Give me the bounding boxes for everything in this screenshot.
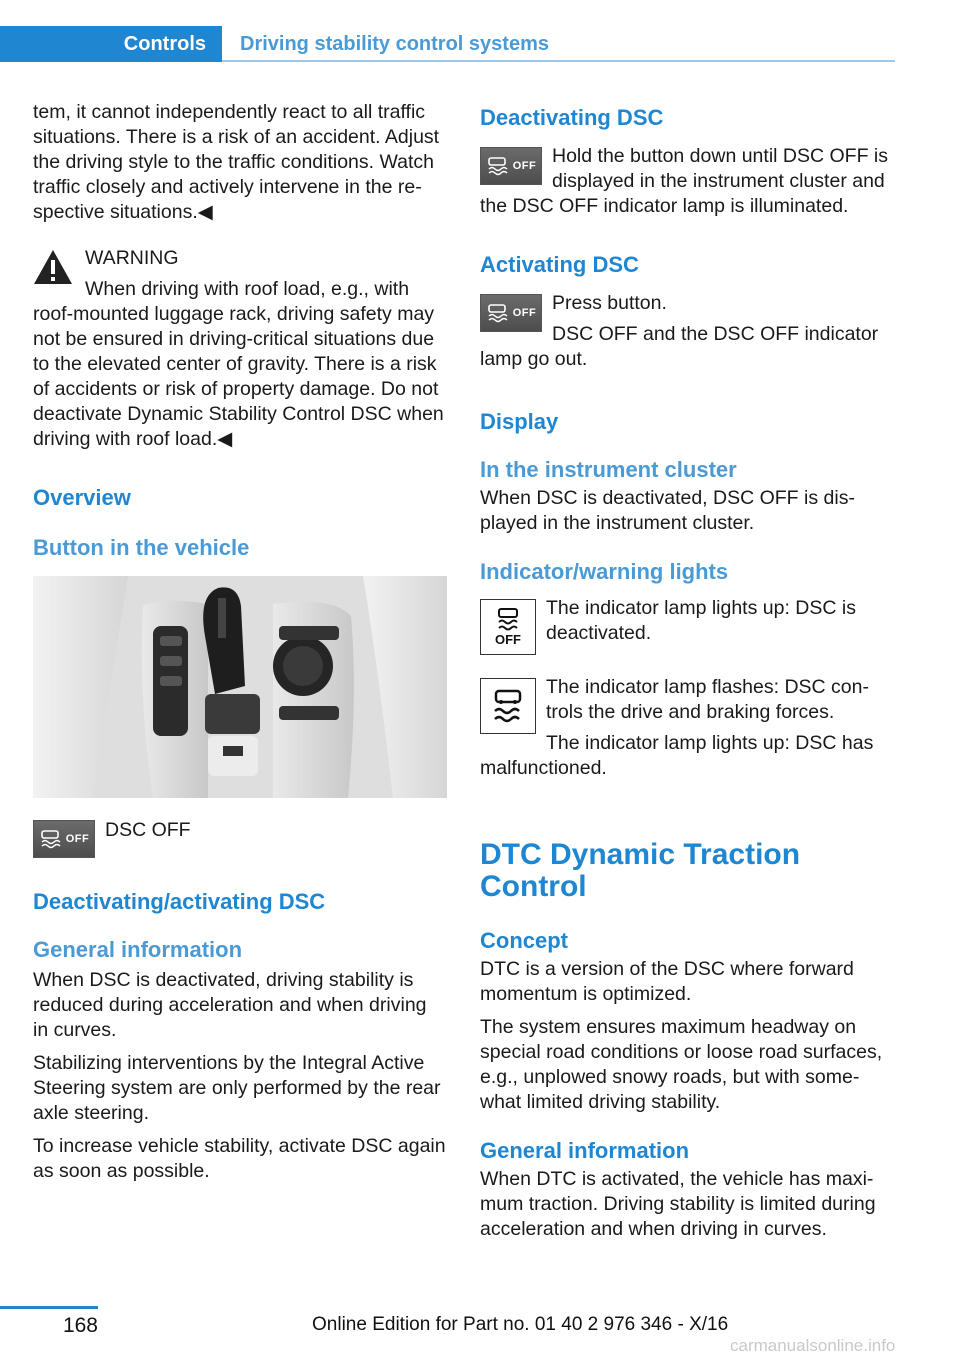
indicator-1-text: The indicator lamp lights up: DSC is deactivated. xyxy=(546,597,856,644)
car-skid-icon xyxy=(489,687,527,725)
general-paragraph-2: Stabilizing interventions by the Integral Active Steering system are only performed by the rear axle steering. xyxy=(33,1052,441,1124)
indicator-row-dsc xyxy=(480,675,892,781)
intro-paragraph: tem, it cannot independently react to all traffic situations. There is a risk of an accident. Adjust the driving style to the traffic conditions. Watch traffic closely and actively intervene in the re‐spective situations.◀ xyxy=(33,101,440,223)
footer-rule xyxy=(0,1306,98,1309)
dsc-off-label: DSC OFF xyxy=(105,819,191,841)
chapter-tab[interactable]: Controls xyxy=(0,26,222,62)
dtc-general-text: When DTC is activated, the vehicle has maxi‐mum traction. Driving stability is limited during acceleration and when driving in curves. xyxy=(480,1168,876,1240)
right-column xyxy=(480,100,892,1242)
indicator-row-off xyxy=(480,596,892,655)
indicator-3-text: The indicator lamp lights up: DSC has malfunctioned. xyxy=(480,732,874,779)
edition-text: Online Edition for Part no. 01 40 2 976 346 - X/16 xyxy=(312,1314,729,1335)
indicator-2-text: The indicator lamp flashes: DSC con‐trols the drive and braking forces. xyxy=(546,676,869,723)
page-number: 168 xyxy=(62,1314,98,1337)
instrument-cluster-heading: In the instrument cluster xyxy=(480,457,737,482)
section-title[interactable]: Driving stability control systems xyxy=(240,33,549,55)
dsc-off-button-icon-small[interactable] xyxy=(480,147,542,185)
general-info-heading: General information xyxy=(33,937,243,962)
button-off-text: OFF xyxy=(512,306,537,319)
warning-text: When driving with roof load, e.g., with roof-mounted luggage rack, driving safety may not be ensured in driving-critical situations due to the elevated center of gravity. There is a risk of accidents or risk of property damage. Do not deactivate Dynamic Stability Control DSC when driving with roof load.◀ xyxy=(33,278,444,450)
dsc-off-button-row xyxy=(33,818,447,858)
car-skid-icon xyxy=(486,303,508,323)
center-console-illustration xyxy=(33,576,447,798)
button-off-text: OFF xyxy=(512,159,537,172)
overview-heading: Overview xyxy=(33,485,131,510)
deactivating-block xyxy=(480,144,892,219)
left-column xyxy=(33,100,447,1184)
activating-paragraph-2: DSC OFF and the DSC OFF indicator lamp go out. xyxy=(480,323,879,370)
general-paragraph-3: To increase vehicle stability, activate DSC again as soon as possible. xyxy=(33,1135,446,1182)
dsc-off-button-icon[interactable] xyxy=(33,820,95,858)
concept-paragraph-1: DTC is a version of the DSC where forward momentum is optimized. xyxy=(480,958,854,1005)
activating-block xyxy=(480,291,892,372)
page-header xyxy=(0,26,895,62)
deact-act-heading: Deactivating/activating DSC xyxy=(33,889,326,914)
warning-title: WARNING xyxy=(85,247,179,269)
dtc-heading: DTC Dynamic Traction Control xyxy=(480,838,801,903)
concept-paragraph-2: The system ensures maximum headway on special road conditions or loose road surfaces, e.g., unplowed snowy roads, but with some‐what limited driving stability. xyxy=(480,1016,883,1113)
indicator-off-text: OFF xyxy=(495,632,521,647)
header-rule xyxy=(222,60,895,62)
activating-dsc-heading: Activating DSC xyxy=(480,252,639,277)
dtc-general-heading: General information xyxy=(480,1138,690,1163)
warning-block xyxy=(33,246,447,452)
deactivating-text: Hold the button down until DSC OFF is displayed in the instrument cluster and the DSC OFF indicator lamp is illuminated. xyxy=(480,145,888,217)
center-console-photo xyxy=(33,576,447,798)
button-in-vehicle-heading: Button in the vehicle xyxy=(33,535,250,560)
button-off-text: OFF xyxy=(65,832,90,845)
dsc-warning-indicator-icon xyxy=(480,678,536,734)
dsc-off-button-icon-activate[interactable] xyxy=(480,294,542,332)
car-skid-icon xyxy=(486,156,508,176)
deactivating-dsc-heading: Deactivating DSC xyxy=(480,105,664,130)
concept-heading: Concept xyxy=(480,928,568,953)
dsc-off-indicator-icon xyxy=(480,599,536,655)
indicator-lights-heading: Indicator/warning lights xyxy=(480,559,729,584)
car-skid-icon xyxy=(493,607,523,633)
warning-triangle-icon xyxy=(33,248,73,286)
display-heading: Display xyxy=(480,409,559,434)
activating-paragraph-1: Press button. xyxy=(552,292,667,314)
car-skid-icon xyxy=(39,829,61,849)
watermark: carmanualsonline.info xyxy=(730,1336,896,1355)
general-paragraph-1: When DSC is deactivated, driving stability is reduced during acceleration and when driving in curves. xyxy=(33,969,427,1041)
instrument-cluster-text: When DSC is deactivated, DSC OFF is dis‐played in the instrument cluster. xyxy=(480,487,855,534)
